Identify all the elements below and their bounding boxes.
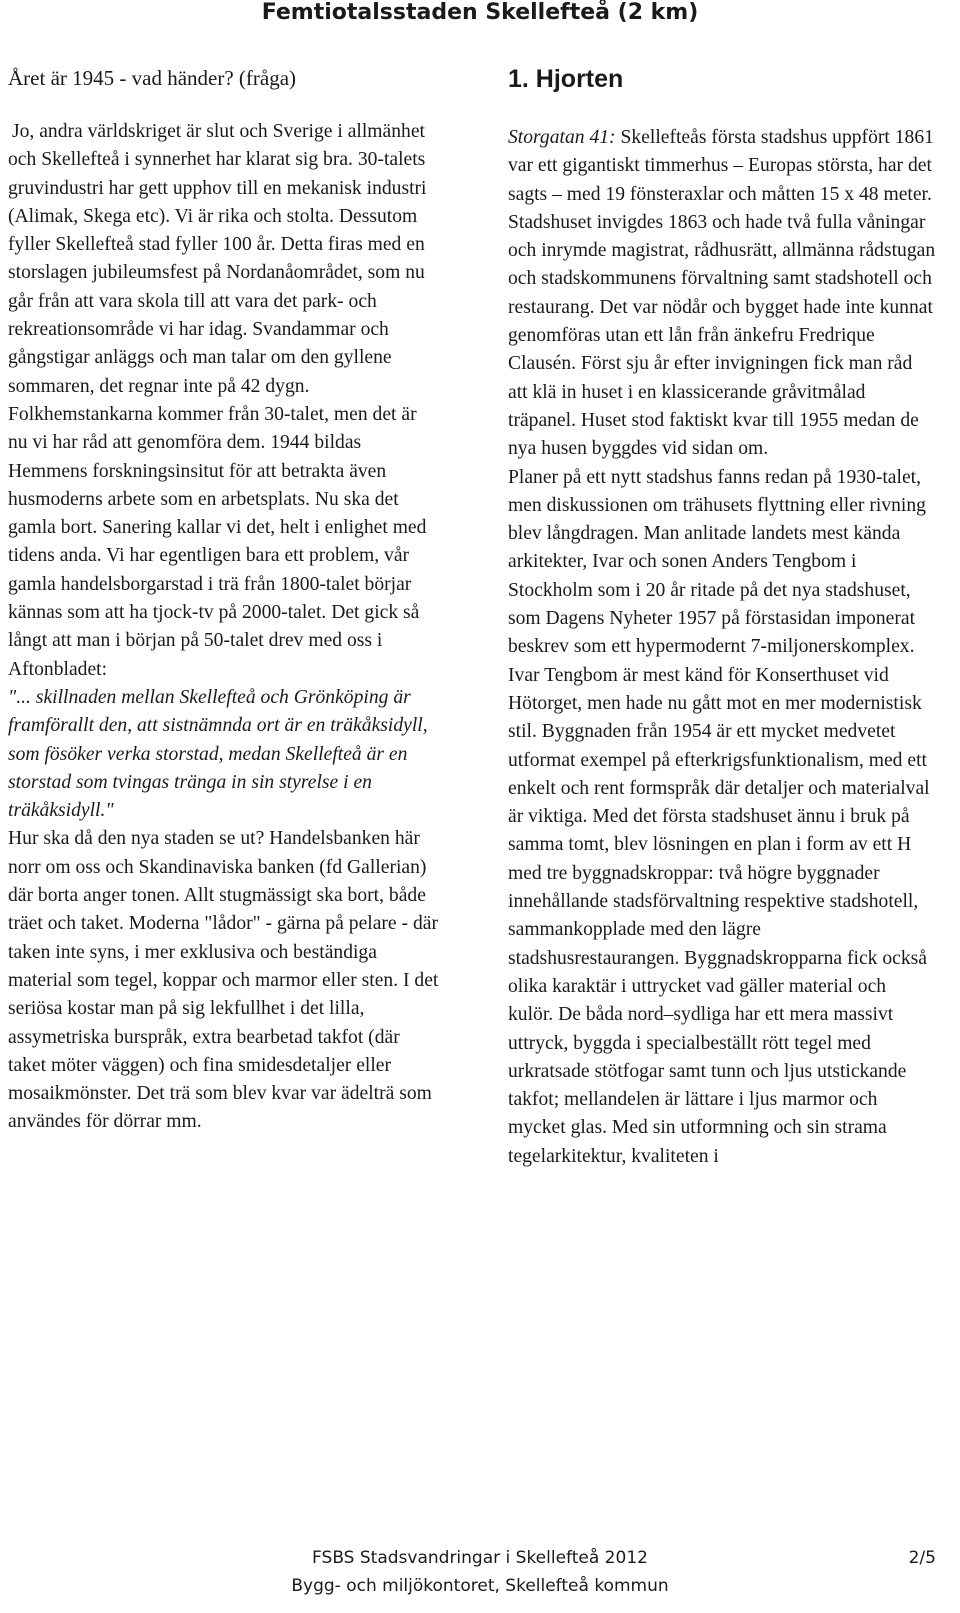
section-heading: 1. Hjorten xyxy=(508,65,624,93)
right-column xyxy=(508,64,936,1171)
left-column xyxy=(8,64,440,1137)
page-number: 2/5 xyxy=(908,1548,936,1568)
closing-paragraph: Hur ska då den nya staden se ut? Handelsbanken här norr om oss och Skandinaviska banken (fd Gallerian) där borta anger tonen. Allt stugmässigt ska bort, både träet och taket. Moderna "lådor" - gärna på pelare - där taken inte syns, i mer exklusiva och beständiga material som tegel, koppar och marmor eller sten. I det seriösa kostar man på sig lekfullhet i det lilla, assymetriska burspråk, extra bearbetad takfot (där taket möter väggen) och fina smidesdetaljer eller mosaikmönster. Det trä som blev kvar var ädelträ som användes för dörrar mm. xyxy=(8,828,439,1133)
hjorten-paragraph-1-body: Skellefteås första stadshus uppfört 1861 var ett gigantiskt timmerhus – Europas största, har det sagts – med 19 fönsteraxlar och måtten 15 x 48 meter. Stadshuset invigdes 1863 och hade två fulla våningar och inrymde magistrat, rådhusrätt, allmänna rådstugan och stadskommunens förvaltning samt stadshotell och restaurang. Det var nödår och bygget hade inte kunnat genomföras utan ett lån från änkefru Fredrique Clausén. Först sju år efter invigningen fick man råd att klä in huset i en klassicerande gråvitmålad träpanel. Huset stod faktiskt kvar till 1955 medan de nya husen byggdes vid sidan om. xyxy=(508,127,936,460)
footer-series: FSBS Stadsvandringar i Skellefteå 2012 xyxy=(312,1548,648,1568)
hjorten-paragraph-2: Planer på ett nytt stadshus fanns redan på 1930-talet, men diskussionen om trähusets flyttning eller rivning blev långdragen. Man anlitade landets mest kända arkitekter, Ivar och sonen Anders Tengbom i Stockholm som i 20 år ritade på det nya stadshuset, som Dagens Nyheter 1957 på förstasidan imponerat beskrev som ett hypermodernt 7-miljonerskomplex. Ivar Tengbom är mest känd för Konserthuset vid Hötorget, men hade nu gått mot en mer modernistisk stil. Byggnaden från 1954 är ett mycket medvetet utformat exempel på efterkrigsfunktionalism, med ett enkelt och rent formspråk där detaljer och materialval är viktiga. Med det första stadshuset ännu i bruk på samma tomt, blev lösningen en plan i form av ett H med tre byggnadskroppar: två högre byggnader innehållande stadsförvaltning respektive stadshotell, sammankopplade med den lägre stadshusrestaurangen. Byggnadskropparna fick också olika karaktär i uttrycket vad gäller material och kulör. De båda nord–sydliga har ett mera massivt uttryck, byggda i specialbeställt rött tegel med urkratsade stötfogar samt tunn och ljus utstickande takfot; mellandelen är lättare i ljus marmor och mycket glas. Med sin utformning och sin strama tegelarkitektur, kvaliteten i xyxy=(508,466,930,1167)
lead-question: Året är 1945 - vad händer? (fråga) xyxy=(8,66,297,90)
hjorten-paragraph-1 xyxy=(508,124,936,464)
aftonbladet-quote: "... skillnaden mellan Skellefteå och Grönköping är framförallt den, att sistnämnda ort är en träkåksidyll, som fösöker verka storstad, medan Skellefteå är en storstad som tvingas tränga in sin styrelse i en träkåksidyll." xyxy=(8,686,428,822)
address-label: Storgatan 41: xyxy=(508,127,616,148)
intro-paragraph: Jo, andra världskriget är slut och Sverige i allmänhet och Skellefteå i synnerhet har klarat sig bra. 30-talets gruvindustri har gett upphov till en mekanisk industri (Alimak, Skega etc). Vi är rika och stolta. Dessutom fyller Skellefteå stad fyller 100 år. Detta firas med en storslagen jubileumsfest på Nordanåområdet, som nu går från att vara skola till att vara det park- och rekreationsområde vi har idag. Svandammar och gångstigar anläggs och man talar om den gyllene sommaren, det regnar inte på 42 dygn. Folkhemstankarna kommer från 30-talet, men det är nu vi har råd att genomföra dem. 1944 bildas Hemmens forskningsinsitut för att betrakta även husmoderns arbete som en arbetsplats. Nu ska det gamla bort. Sanering kallar vi det, helt i enlighet med tidens anda. Vi har egentligen bara ett problem, vår gamla handelsborgarstad i trä från 1800-talet börjar kännas som att ha tjock-tv på 2000-talet. Det gick så långt att man i början på 50-talet drev med oss i Aftonbladet: xyxy=(8,121,427,680)
page-title: Femtiotalsstaden Skellefteå (2 km) xyxy=(261,0,699,25)
footer-organization: Bygg- och miljökontoret, Skellefteå kommun xyxy=(291,1576,669,1596)
